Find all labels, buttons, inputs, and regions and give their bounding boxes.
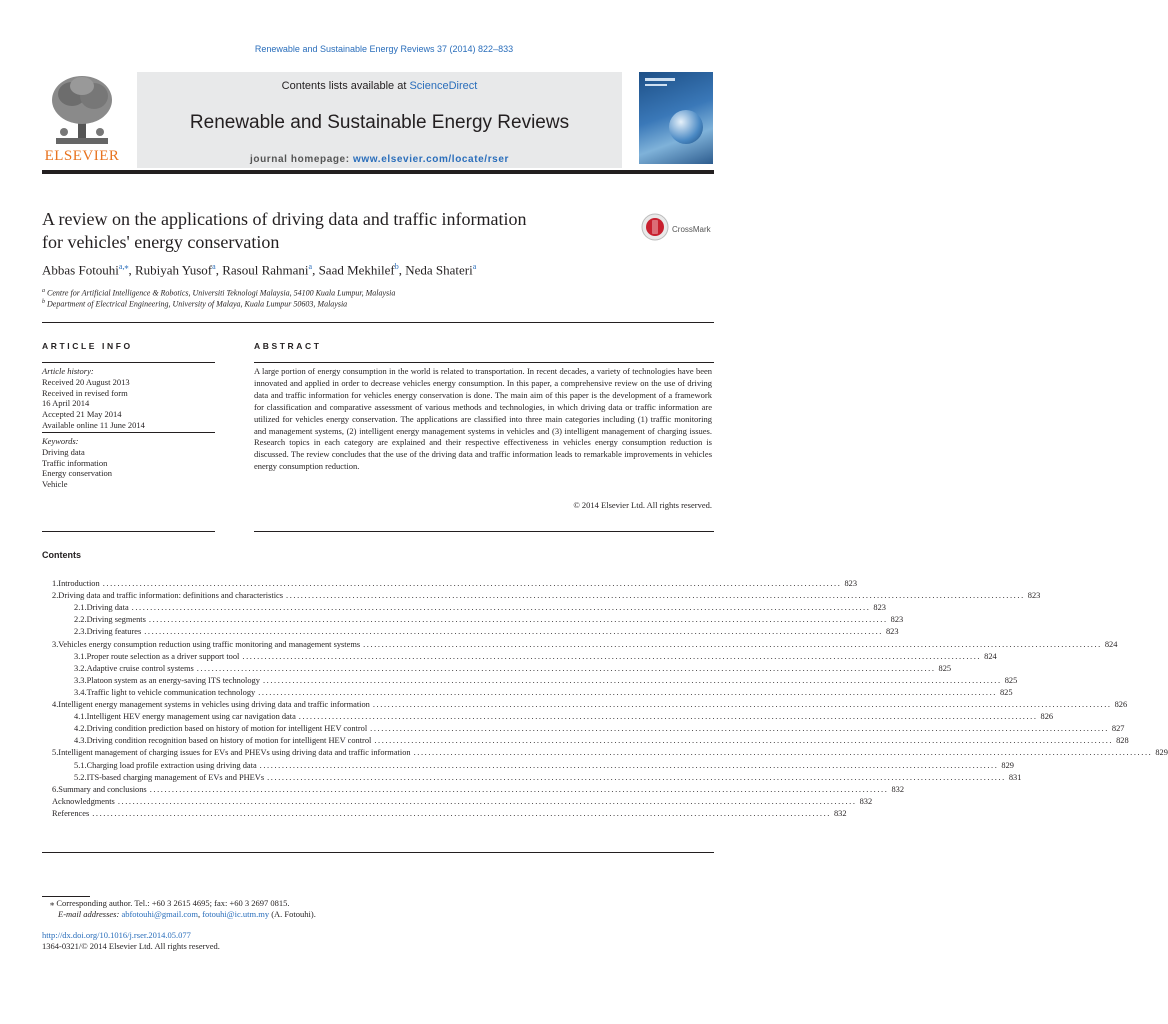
toc-page-number: 827	[1111, 724, 1125, 734]
email-label: E-mail addresses:	[58, 909, 122, 919]
toc-page-number: 823	[873, 603, 886, 613]
toc-leader: ........................................................................................................................................................................................................	[374, 736, 1114, 746]
toc-entry[interactable]	[74, 626, 899, 638]
toc-page-number: 829	[1155, 748, 1168, 758]
corresponding-author: ⁎ Corresponding author. Tel.: +60 3 2615 4695; fax: +60 3 2697 0815.	[50, 898, 290, 908]
keyword: Traffic information	[42, 457, 108, 468]
toc-entry[interactable]	[74, 687, 1013, 699]
toc-entry[interactable]	[74, 663, 952, 675]
toc-number: 3.2.	[74, 663, 87, 673]
toc-title: Platoon system as an energy-saving ITS technology	[86, 675, 260, 685]
toc-leader: ........................................................................................................................................................................................................	[117, 796, 857, 806]
journal-citation[interactable]: Renewable and Sustainable Energy Reviews 37 (2014) 822–833	[254, 44, 514, 54]
author-name[interactable]: Abbas Fotouhi	[42, 262, 119, 278]
issn-line: 1364-0321/© 2014 Elsevier Ltd. All rights reserved.	[42, 941, 220, 951]
toc-entry[interactable]	[52, 699, 1128, 711]
divider	[42, 531, 215, 532]
toc-entry[interactable]	[52, 796, 873, 808]
toc-number: 5.	[52, 748, 59, 758]
toc-title: Proper route selection as a driver support tool	[86, 651, 240, 661]
toc-page-number: 826	[1040, 712, 1054, 722]
toc-title: ITS-based charging management of EVs and PHEVs	[86, 772, 265, 782]
abstract-text: A large portion of energy consumption in the world is related to transportation. In recent decades, a variety of technologies have been innovated and applied in order to decrease vehicles energy consumption. In this paper, a comprehensive review on the use of driving data and traffic information for vehicles energy conservation is done. The main aim of this paper is the development of a framework for classification and comparative assessment of various methods and technologies, in which driving data or traffic information are utilized for vehicles energy conservation. The applications are classified into three main categories including (1) traffic monitoring and management systems, (2) intelligent energy management systems in vehicles and (3) intelligent management of charging issues. Research topics in each category are explained and their respective effectiveness in vehicles energy consumption reduction is discussed. The review concludes that the use of the driving data and traffic information leads to remarkable improvements in vehicles energy consumption reduction.	[254, 366, 712, 472]
toc-leader: ........................................................................................................................................................................................................	[258, 687, 997, 697]
toc-entry[interactable]	[52, 808, 847, 820]
homepage-line	[137, 154, 622, 165]
toc-page-number: 824	[984, 651, 997, 661]
toc-number: 2.1.	[74, 603, 87, 613]
history-line: Received 20 August 2013	[42, 376, 130, 387]
crossmark-icon	[641, 213, 669, 246]
toc-number: 4.1.	[74, 712, 87, 722]
author-name[interactable]: Rasoul Rahmani	[222, 262, 309, 278]
toc-leader: ........................................................................................................................................................................................................	[242, 651, 982, 661]
toc-title: Summary and conclusions	[58, 784, 147, 794]
toc-number: 5.1.	[74, 760, 87, 770]
elsevier-wordmark: ELSEVIER	[44, 148, 120, 164]
journal-masthead	[42, 68, 714, 172]
toc-title: Driving condition prediction based on history of motion for intelligent HEV control	[86, 724, 368, 734]
toc-page-number: 825	[999, 687, 1013, 697]
toc-title: Intelligent energy management systems in vehicles using driving data and traffic information	[58, 700, 370, 709]
toc-page-number: 824	[1104, 639, 1118, 649]
divider	[42, 362, 215, 363]
history-line: 16 April 2014	[42, 398, 90, 409]
homepage-link[interactable]: www.elsevier.com/locate/rser	[353, 154, 509, 165]
toc-number: 6.	[52, 784, 59, 794]
crossmark-label: CrossMark	[672, 225, 711, 234]
toc-leader: ........................................................................................................................................................................................................	[149, 784, 889, 794]
doi-link[interactable]: http://dx.doi.org/10.1016/j.rser.2014.05.077	[42, 930, 191, 940]
toc-entry[interactable]	[52, 784, 904, 796]
keyword: Vehicle	[42, 479, 68, 490]
toc-entry[interactable]	[52, 747, 1168, 759]
toc-number: 3.1.	[74, 651, 87, 661]
email-separator: ,	[197, 909, 203, 919]
author-list: Abbas Fotouhi$^{a,⁎}$, Rubiyah Yusof$^a$, Rasoul Rahmani$^a$, Saad Mekhilef$^b$, Neda Shateri$^a$	[42, 262, 477, 278]
toc-entry[interactable]	[74, 651, 997, 663]
article-history	[42, 366, 145, 431]
toc-entry[interactable]	[74, 675, 1018, 687]
affil-sup: b	[42, 299, 45, 305]
title-line-1: A review on the applications of driving data and traffic information	[42, 209, 527, 229]
toc-leader: ........................................................................................................................................................................................................	[102, 579, 842, 588]
affiliation-b	[42, 299, 347, 309]
toc-title: Driving segments	[86, 615, 146, 625]
toc-leader: ........................................................................................................................................................................................................	[144, 627, 883, 637]
toc-number: 4.	[52, 700, 59, 709]
toc-leader: ........................................................................................................................................................................................................	[259, 760, 999, 770]
author-affil-sup[interactable]: a	[212, 262, 216, 271]
doi-block	[42, 930, 220, 952]
author-affil-sup[interactable]: a	[472, 262, 477, 271]
divider	[254, 531, 714, 532]
author-name[interactable]: Neda Shateri	[405, 262, 473, 278]
toc-title: Driving condition recognition based on history of motion for intelligent HEV control	[86, 736, 372, 746]
affil-sup: a	[42, 288, 45, 294]
toc-title: Traffic light to vehicle communication technology	[86, 687, 256, 697]
toc-page-number: 832	[859, 796, 873, 806]
abstract-copyright: © 2014 Elsevier Ltd. All rights reserved.	[573, 500, 712, 510]
affil-text: Department of Electrical Engineering, University of Malaya, Kuala Lumpur 50603, Malaysia	[47, 299, 348, 309]
toc-title: References	[52, 808, 90, 818]
keywords-label: Keywords:	[42, 436, 79, 446]
contents-divider	[42, 852, 714, 853]
toc-page-number: 825	[938, 663, 952, 673]
homepage-prefix: journal homepage:	[250, 154, 354, 165]
contents-heading: Contents	[42, 550, 81, 560]
toc-title: Adaptive cruise control systems	[86, 663, 194, 673]
email-link[interactable]: fotouhi@ic.utm.my	[202, 909, 270, 919]
toc-page-number: 825	[1004, 675, 1018, 685]
toc-page-number: 826	[1114, 700, 1128, 709]
keyword: Driving data	[42, 446, 85, 457]
toc-entry[interactable]	[74, 602, 886, 614]
toc-entry[interactable]	[74, 711, 1054, 723]
toc-page-number: 832	[891, 784, 904, 794]
toc-leader: ........................................................................................................................................................................................................	[370, 724, 1109, 734]
toc-entry[interactable]	[52, 639, 1118, 651]
toc-leader: ........................................................................................................................................................................................................	[286, 591, 1025, 601]
author-affil-sup[interactable]: b	[394, 262, 399, 271]
masthead-divider	[42, 170, 714, 174]
toc-number: 3.	[52, 639, 59, 649]
sciencedirect-link[interactable]: ScienceDirect	[409, 80, 478, 92]
toc-page-number: 829	[1001, 760, 1014, 770]
keyword: Energy conservation	[42, 468, 112, 479]
toc-title: Charging load profile extraction using driving data	[86, 760, 257, 770]
corresponding-footnote	[42, 898, 316, 920]
toc-leader: ........................................................................................................................................................................................................	[413, 748, 1153, 758]
toc-leader: ........................................................................................................................................................................................................	[131, 603, 871, 613]
contents-line	[137, 80, 622, 92]
toc-leader: ........................................................................................................................................................................................................	[372, 700, 1112, 709]
toc-entry[interactable]	[74, 723, 1125, 735]
affiliation-a	[42, 288, 395, 298]
toc-entry[interactable]	[74, 735, 1129, 747]
toc-title: Driving data and traffic information: definitions and characteristics	[58, 591, 284, 601]
divider	[254, 362, 714, 363]
history-line: Received in revised form	[42, 387, 128, 398]
toc-leader: ........................................................................................................................................................................................................	[92, 808, 831, 818]
toc-title: Acknowledgments	[52, 796, 115, 806]
toc-entry[interactable]	[74, 760, 1014, 772]
divider	[42, 432, 215, 433]
toc-leader: ........................................................................................................................................................................................................	[363, 639, 1102, 649]
toc-entry[interactable]	[74, 614, 904, 626]
toc-number: 5.2.	[74, 772, 87, 782]
toc-page-number: 823	[890, 615, 904, 625]
toc-entry[interactable]	[52, 590, 1041, 602]
history-label: Article history:	[42, 366, 94, 376]
toc-number: 2.	[52, 591, 59, 601]
toc-number: 3.4.	[74, 687, 87, 697]
toc-number: 3.3.	[74, 675, 87, 685]
author-name[interactable]: Rubiyah Yusof	[134, 262, 213, 278]
email-line	[42, 909, 316, 920]
header-divider	[42, 322, 714, 323]
toc-title: Intelligent HEV energy management using car navigation data	[86, 712, 296, 722]
article-info-heading: ARTICLE INFO	[42, 341, 133, 351]
author-affil-sup[interactable]: a,⁎	[118, 262, 129, 271]
toc-title: Vehicles energy consumption reduction using traffic monitoring and management systems	[58, 639, 361, 649]
affil-text: Centre for Artificial Intelligence & Robotics, Universiti Teknologi Malaysia, 54100 Kuala Lumpur, Malaysia	[47, 288, 396, 298]
toc-page-number: 823	[844, 579, 857, 588]
article-title	[42, 208, 622, 254]
toc-page-number: 832	[833, 808, 847, 818]
toc-leader: ........................................................................................................................................................................................................	[267, 772, 1006, 782]
toc-leader: ........................................................................................................................................................................................................	[196, 663, 936, 673]
author-name[interactable]: Saad Mekhilef	[318, 262, 395, 278]
toc-title: Intelligent management of charging issues for EVs and PHEVs using driving data and traffic information	[58, 748, 411, 758]
abstract-heading: ABSTRACT	[254, 341, 322, 351]
toc-number: 4.2.	[74, 724, 87, 734]
toc-leader: ........................................................................................................................................................................................................	[148, 615, 888, 625]
author-affil-sup[interactable]: a	[308, 262, 313, 271]
toc-title: Introduction	[58, 579, 100, 588]
footnote-rule	[42, 896, 90, 897]
email-suffix: (A. Fotouhi).	[269, 909, 316, 919]
journal-name: Renewable and Sustainable Energy Reviews	[189, 112, 570, 133]
journal-cover-icon[interactable]	[639, 72, 713, 164]
toc-entry[interactable]	[74, 772, 1022, 784]
toc-entry[interactable]	[52, 578, 857, 590]
contents-prefix: Contents lists available at	[281, 80, 410, 92]
toc-number: 2.2.	[74, 615, 87, 625]
title-line-2: for vehicles' energy conservation	[42, 232, 280, 252]
journal-header-box	[137, 72, 622, 168]
crossmark-badge[interactable]	[641, 213, 711, 246]
toc-page-number: 831	[1008, 772, 1022, 782]
toc-number: 4.3.	[74, 736, 87, 746]
toc-leader: ........................................................................................................................................................................................................	[298, 712, 1038, 722]
toc-title: Driving features	[86, 627, 142, 637]
toc-page-number: 828	[1116, 736, 1129, 746]
history-line: Accepted 21 May 2014	[42, 409, 122, 420]
toc-title: Driving data	[86, 603, 129, 613]
history-line: Available online 11 June 2014	[42, 419, 145, 430]
toc-leader: ........................................................................................................................................................................................................	[262, 675, 1002, 685]
toc-number: 1.	[52, 579, 59, 588]
toc-number: 2.3.	[74, 627, 87, 637]
keywords	[42, 436, 112, 490]
toc-page-number: 823	[885, 627, 899, 637]
email-link[interactable]: abfotouhi@gmail.com	[121, 909, 198, 919]
toc-page-number: 823	[1027, 591, 1041, 601]
